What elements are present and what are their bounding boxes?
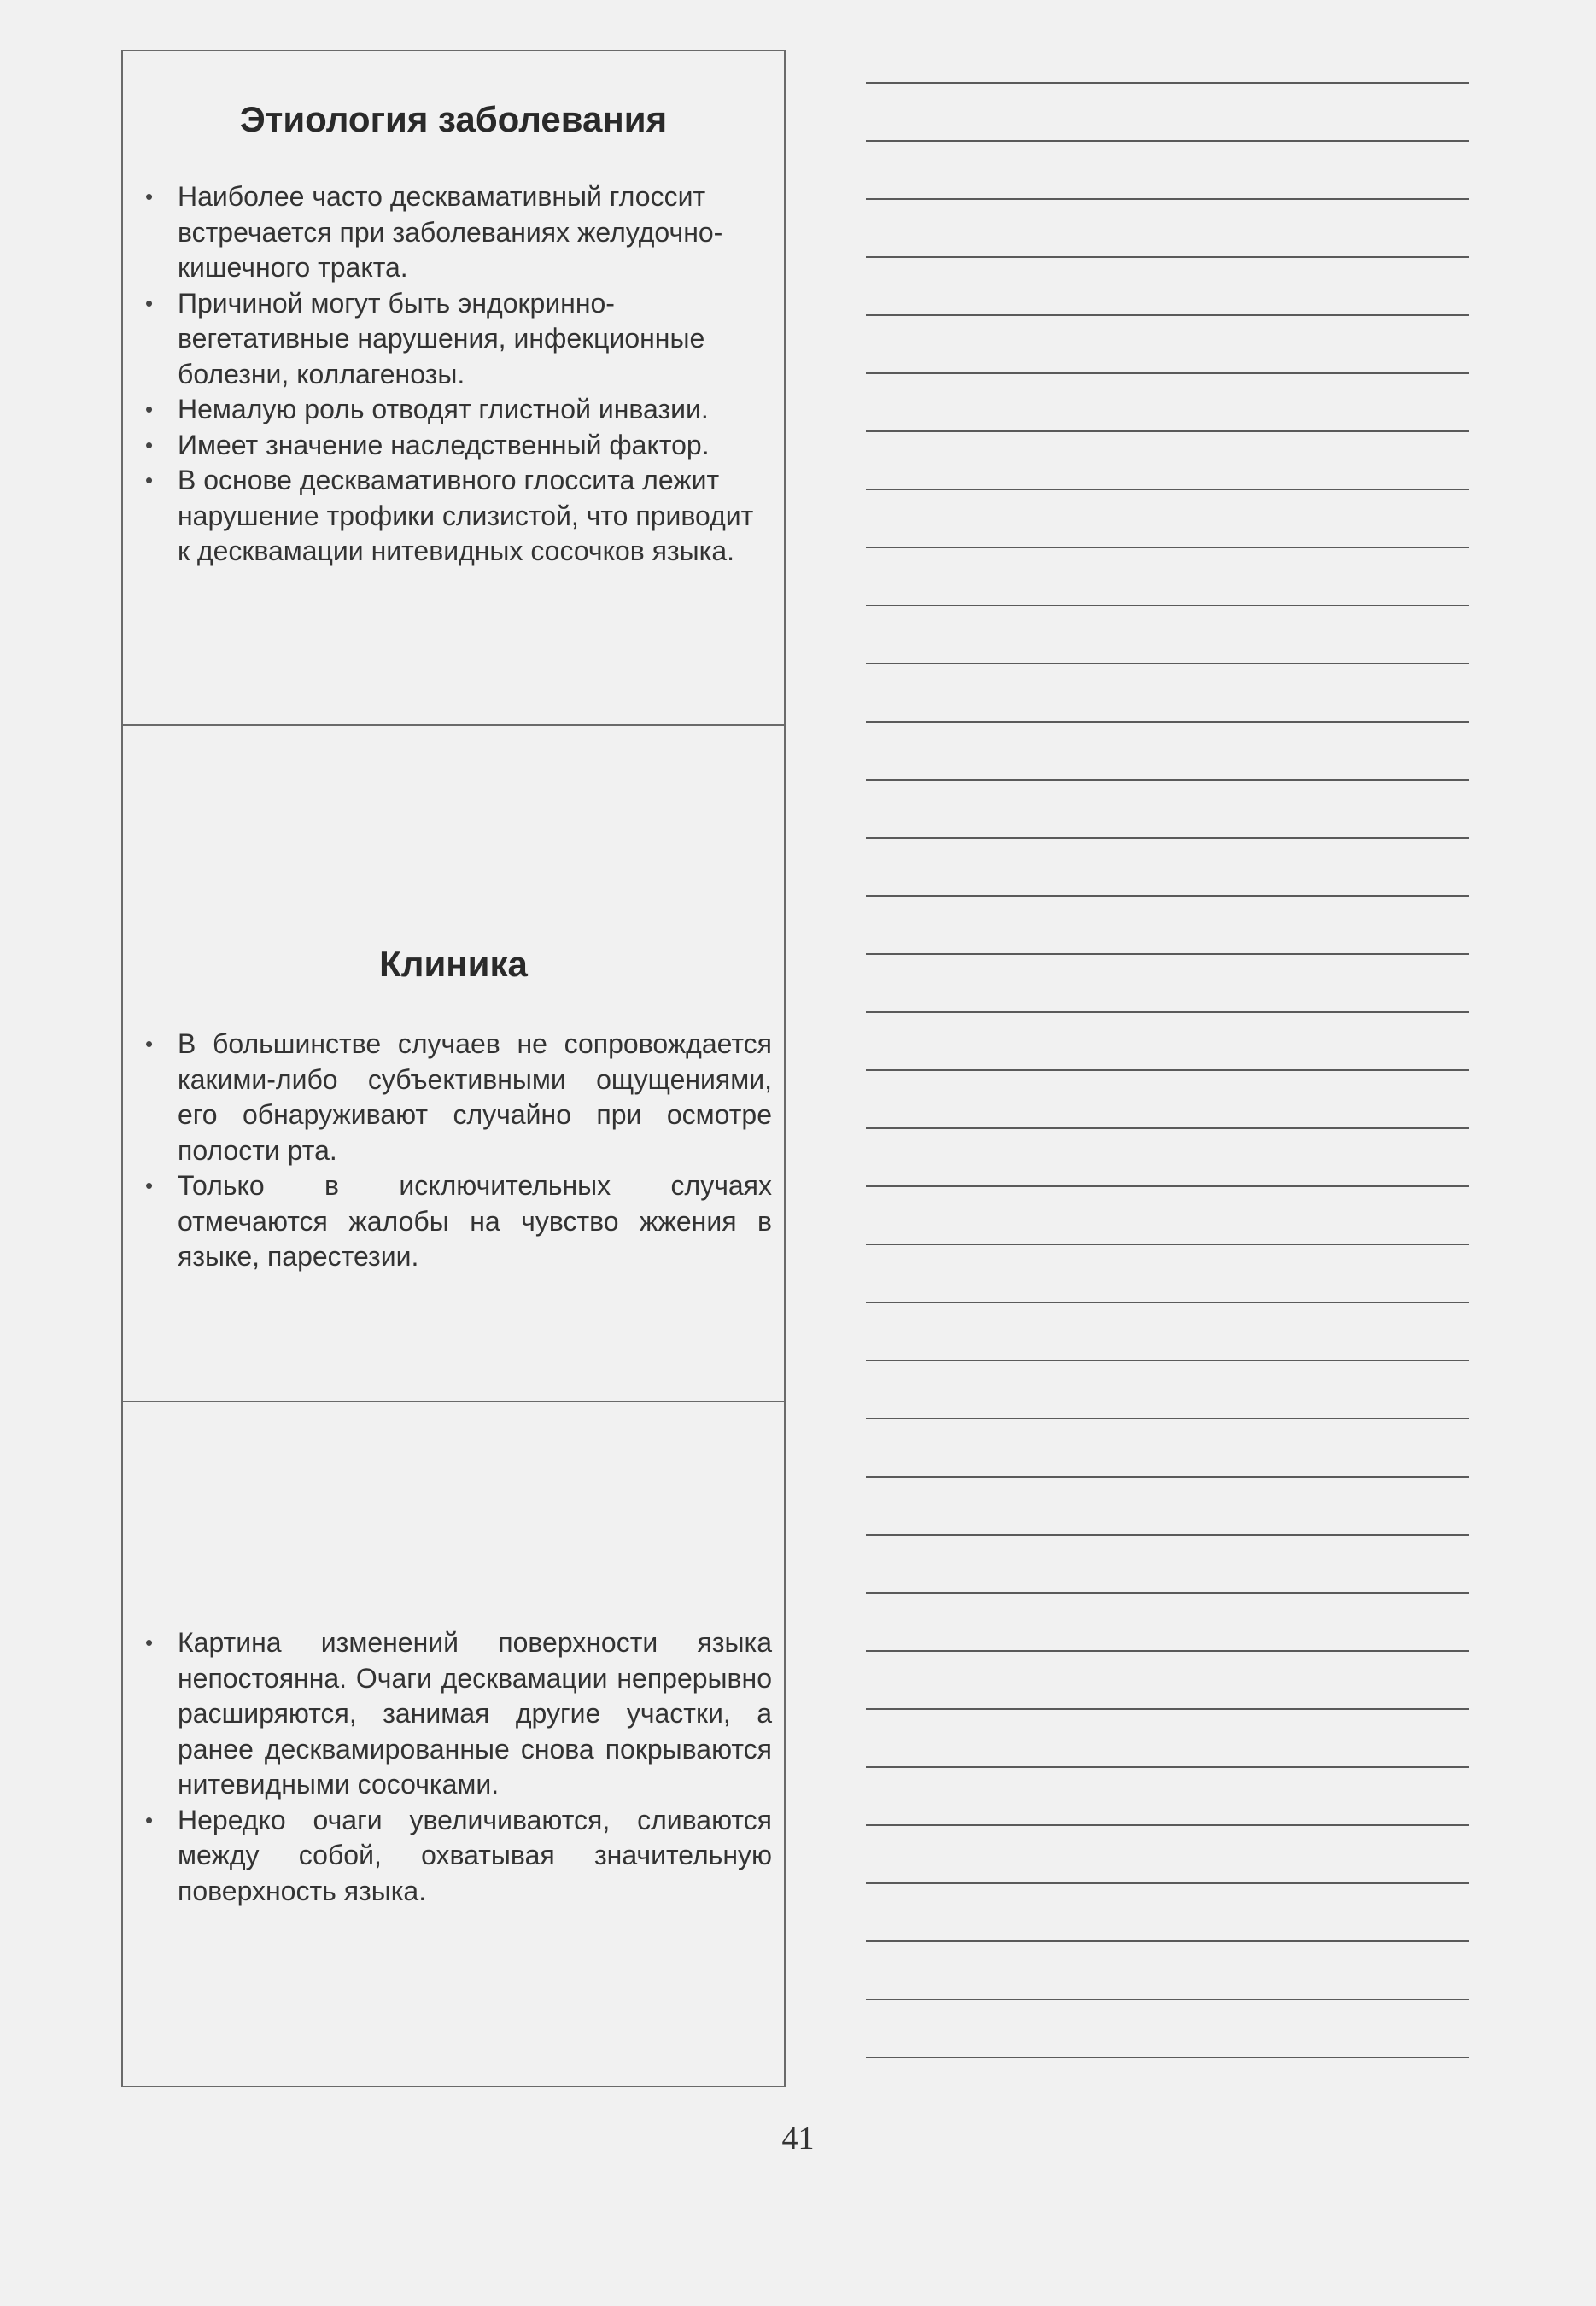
note-line bbox=[866, 314, 1469, 316]
list-item: • В большинстве случаев не сопровождается какими-либо субъективными ощущениями, его обнаруживают случайно при осмотре полости рта. bbox=[178, 1027, 772, 1168]
note-line bbox=[866, 547, 1469, 548]
note-line bbox=[866, 1185, 1469, 1187]
note-line bbox=[866, 1940, 1469, 1942]
note-line bbox=[866, 372, 1469, 374]
note-line bbox=[866, 1650, 1469, 1652]
note-line bbox=[866, 1766, 1469, 1768]
note-line bbox=[866, 198, 1469, 200]
note-line bbox=[866, 1418, 1469, 1419]
list-item: • Нередко очаги увеличиваются, сливаются между собой, охватывая значительную поверхность языка. bbox=[178, 1803, 772, 1910]
list-item: • Только в исключительных случаях отмечаются жалобы на чувство жжения в языке, парестезии. bbox=[178, 1168, 772, 1275]
clinic-list bbox=[123, 1027, 784, 1275]
note-line bbox=[866, 1011, 1469, 1013]
note-line bbox=[866, 895, 1469, 897]
changes-section bbox=[123, 1402, 784, 2086]
list-item: • Немалую роль отводят глистной инвазии. bbox=[178, 392, 772, 428]
note-line bbox=[866, 430, 1469, 432]
note-line bbox=[866, 1708, 1469, 1710]
note-line bbox=[866, 1244, 1469, 1245]
note-line bbox=[866, 1127, 1469, 1129]
note-line bbox=[866, 605, 1469, 606]
etiology-list bbox=[123, 179, 784, 570]
list-item: • Наиболее часто десквамативный глоссит встречается при заболеваниях желудочно-кишечного тракта. bbox=[178, 179, 772, 286]
clinic-section bbox=[123, 726, 784, 1402]
list-item: • Картина изменений поверхности языка непостоянна. Очаги десквамации непрерывно расширяются, занимая другие участки, а ранее десквамированные снова покрываются нитевидными сосочками. bbox=[178, 1625, 772, 1803]
note-line bbox=[866, 779, 1469, 781]
note-line bbox=[866, 1360, 1469, 1361]
note-line bbox=[866, 1999, 1469, 2000]
note-line bbox=[866, 489, 1469, 490]
note-line bbox=[866, 140, 1469, 142]
list-item: • Причиной могут быть эндокринно-вегетативные нарушения, инфекционные болезни, коллагенозы. bbox=[178, 286, 772, 393]
content-box bbox=[121, 50, 786, 2087]
note-line bbox=[866, 663, 1469, 664]
changes-list bbox=[123, 1625, 784, 1909]
note-line bbox=[866, 1476, 1469, 1478]
etiology-section bbox=[123, 51, 784, 726]
list-item: • В основе десквамативного глоссита лежит нарушение трофики слизистой, что приводит к десквамации нитевидных сосочков языка. bbox=[178, 463, 772, 570]
note-line bbox=[866, 1882, 1469, 1884]
note-line bbox=[866, 1592, 1469, 1594]
list-item: • Имеет значение наследственный фактор. bbox=[178, 428, 772, 464]
note-line bbox=[866, 837, 1469, 839]
page-number: 41 bbox=[781, 2121, 815, 2157]
etiology-heading: Этиология заболевания bbox=[239, 99, 668, 139]
note-line bbox=[866, 82, 1469, 84]
note-line bbox=[866, 1824, 1469, 1826]
note-line bbox=[866, 256, 1469, 258]
note-line bbox=[866, 953, 1469, 955]
note-line bbox=[866, 721, 1469, 723]
clinic-heading: Клиника bbox=[379, 944, 528, 984]
note-line bbox=[866, 1534, 1469, 1536]
note-line bbox=[866, 1069, 1469, 1071]
note-line bbox=[866, 2057, 1469, 2058]
note-line bbox=[866, 1302, 1469, 1303]
